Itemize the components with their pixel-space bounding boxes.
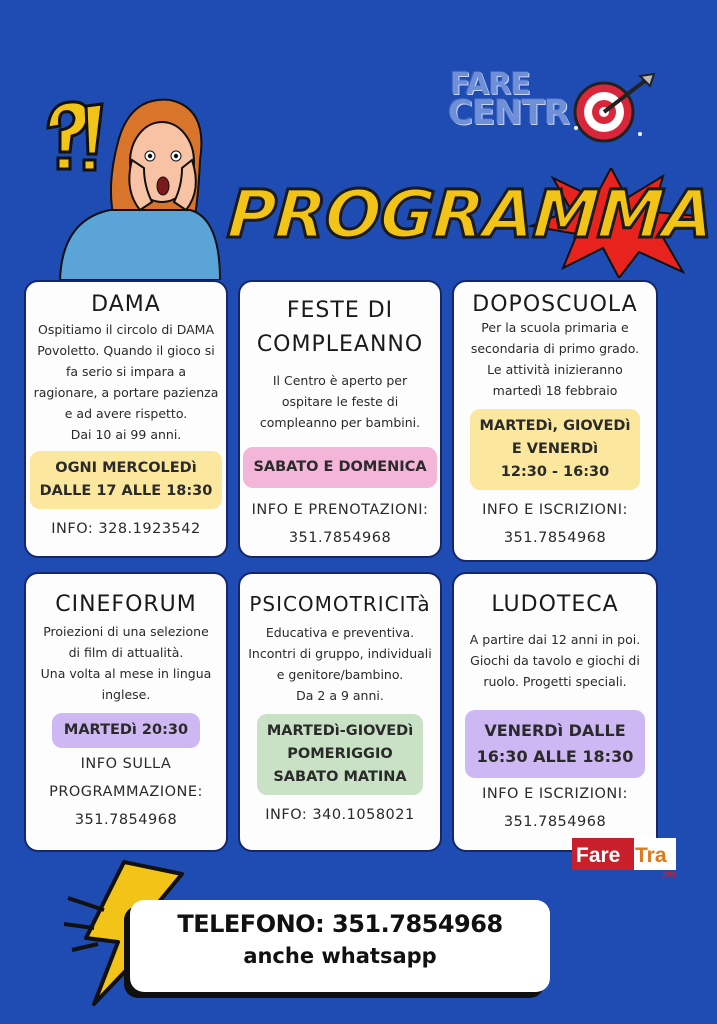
card-desc-line: di film di attualità. [68,645,184,660]
card-ludoteca [452,572,658,852]
card-desc-line: Le attività inizieranno [487,362,623,377]
card-title: DOPOSCUOLA [472,292,638,317]
card-info: INFO SULLA [80,756,172,772]
card-title: PSICOMOTRICITà [249,592,431,616]
card-desc-line: fa serio si impara a [65,364,187,379]
badge-line: E VENERDì [511,441,599,457]
card-desc-line: e ad avere rispetto. [64,406,188,421]
programma-title [225,168,716,278]
card-desc-line: A partire dai 12 anni in poi. [469,632,641,647]
badge-line: 12:30 - 16:30 [500,464,610,480]
card-title: FESTE DI [286,298,394,323]
card-desc-line: Giochi da tavolo e giochi di [470,653,640,668]
card-desc-line: Ospitiamo il circolo di DAMA [37,322,214,337]
schedule-badge [30,451,223,509]
card-desc-line: Da 2 a 9 anni. [296,688,384,703]
badge-line: MARTEDì 20:30 [63,722,189,738]
surprised-girl-illustration [40,90,230,280]
card-psicomotricita [238,572,442,852]
card-desc-line: secondaria di primo grado. [470,341,640,356]
faretra-aps-logo [572,838,676,878]
whatsapp-note: anche whatsapp [243,944,437,968]
card-desc-line: martedì 18 febbraio [492,383,618,398]
card-desc-line: Il Centro è aperto per [272,373,408,388]
fare-centro-logo [448,62,658,142]
badge-line: DALLE 17 ALLE 18:30 [39,483,213,499]
card-info: INFO E ISCRIZIONI: [482,786,628,802]
card-desc-line: compleanno per bambini. [259,415,421,430]
card-info: INFO: 340.1058021 [265,807,415,823]
badge-line: MARTEDì-GIOVEDì [266,723,414,739]
card-title: COMPLEANNO [256,332,424,357]
badge-line: SABATO E DOMENICA [253,459,427,475]
badge-line: SABATO MATINA [273,769,407,785]
card-feste-compleanno [238,280,442,558]
card-info: 351.7854968 [288,530,392,546]
question-exclamation-icon [48,102,102,170]
card-info: INFO E ISCRIZIONI: [482,502,628,518]
card-cineforum [24,572,228,852]
faretra-fare: Fare [576,844,621,867]
badge-line: MARTEDì, GIOVEDì [479,418,631,434]
schedule-badge [470,409,641,490]
card-info: INFO E PRENOTAZIONI: [251,502,429,518]
title-text: PROGRAMMA [225,176,716,253]
card-info: INFO: 328.1923542 [51,521,201,537]
card-title: DAMA [91,292,161,317]
card-info: PROGRAMMAZIONE: [49,784,203,800]
card-desc-line: Dai 10 ai 99 anni. [70,427,182,442]
card-title: CINEFORUM [55,592,197,617]
logo-line2: CENTR [448,93,570,133]
phone-number[interactable]: TELEFONO: 351.7854968 [177,910,503,938]
card-desc-line: Povoletto. Quando il gioco si [37,343,215,358]
schedule-badge [257,714,423,795]
card-desc-line: Educativa e preventiva. [265,625,415,640]
card-info: 351.7854968 [503,814,607,830]
schedule-badge [243,447,436,488]
card-desc-line: e genitore/bambino. [276,667,404,682]
card-desc-line: Una volta al mese in lingua [40,666,212,681]
target-icon [570,72,656,144]
schedule-badge [52,713,200,748]
card-desc-line: Incontri di gruppo, individuali [248,646,432,661]
card-doposcuola [452,280,658,562]
card-desc-line: ruolo. Progetti speciali. [483,674,627,689]
faretra-aps: APS [662,872,676,878]
card-info: 351.7854968 [74,812,178,828]
phone-contact-box [130,900,550,992]
card-desc-line: ospitare le feste di [281,394,399,409]
card-dama [24,280,228,558]
badge-line: 16:30 ALLE 18:30 [476,747,634,766]
card-info: 351.7854968 [503,530,607,546]
card-desc-line: Per la scuola primaria e [481,320,629,335]
badge-line: OGNI MERCOLEDì [55,460,197,476]
card-desc-line: Proiezioni di una selezione [43,624,209,639]
faretra-tra: Tra [635,844,667,867]
badge-line: POMERIGGIO [287,746,393,762]
logo-line1: FARE [450,67,530,102]
card-title: LUDOTECA [491,592,619,617]
schedule-badge [465,710,646,778]
badge-line: VENERDì DALLE [484,721,626,740]
card-desc-line: ragionare, a portare pazienza [33,385,219,400]
card-desc-line: inglese. [101,687,151,702]
